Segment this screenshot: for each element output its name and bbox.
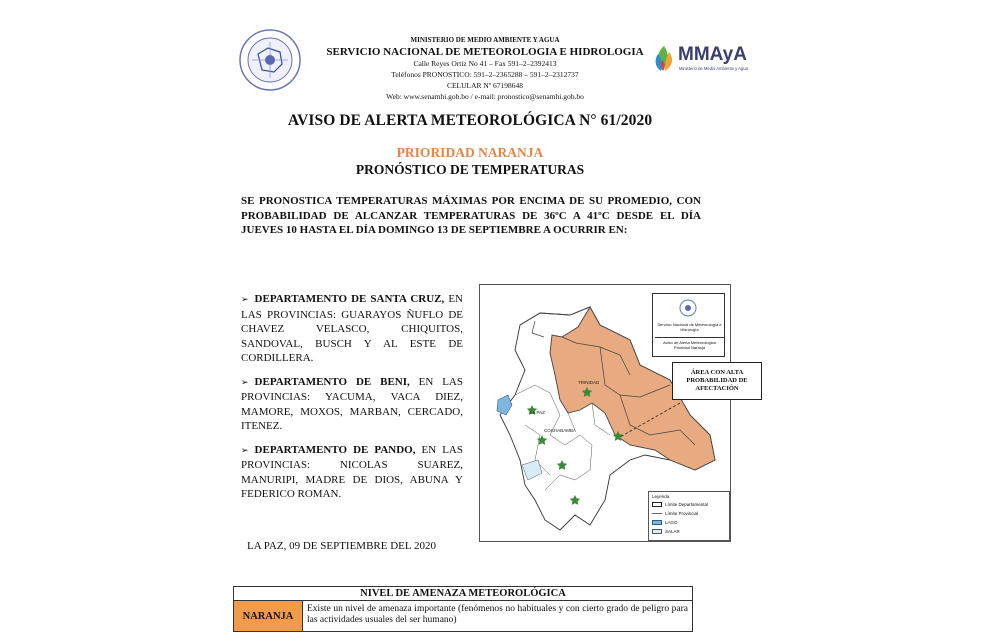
web-line: Web: www.senamhi.gob.bo / e-mail: pronostico@senamhi.gob.bo xyxy=(386,92,584,101)
arrow-bullet-icon: ➢ xyxy=(241,377,249,388)
departments-list xyxy=(241,292,463,511)
department-provinces: EN LAS PROVINCIAS: YACUMA, VACA DIEZ, MAMORE, MOXOS, MARBAN, CERCADO, ITENEZ. xyxy=(241,375,463,432)
mmaya-logo-text: MMAyA xyxy=(678,44,747,65)
threat-level-table xyxy=(233,586,693,632)
phones-line: Teléfonos PRONOSTICO: 591–2–2365288 – 591–2–2312737 xyxy=(391,70,579,79)
threat-table-header: NIVEL DE AMENAZA METEOROLÓGICA xyxy=(234,587,692,601)
legend-title: Leyenda xyxy=(652,494,670,499)
senamhi-seal-icon xyxy=(238,28,302,92)
forecast-subtitle: PRONÓSTICO DE TEMPERATURAS xyxy=(355,162,585,177)
department-item xyxy=(241,375,463,434)
affected-area-callout: ÁREA CON ALTA PROBABILIDAD DE AFECTACIÓN xyxy=(672,362,762,400)
legend-item xyxy=(652,502,708,507)
senamhi-small-logo-icon xyxy=(675,298,701,318)
ministry-name: MINISTERIO DE MEDIO AMBIENTE Y AGUA xyxy=(410,36,560,44)
legend-label: SALAR xyxy=(665,529,680,534)
map-label-lapaz: LA PAZ xyxy=(530,410,545,415)
department-item xyxy=(241,292,463,366)
legend-swatch xyxy=(652,513,662,514)
threat-level-description: Existe un nivel de amenaza importante (fenómenos no habituales y con cierto grado de peligro para las actividades usuales del ser humano) xyxy=(307,604,688,625)
department-item xyxy=(241,443,463,502)
threat-level-label: NARANJA xyxy=(234,601,303,631)
priority-label: PRIORIDAD NARANJA xyxy=(396,145,544,160)
legend-label: LAGO xyxy=(665,520,678,525)
mmaya-logo-subtext: Ministerio de Medio Ambiente y Agua xyxy=(679,66,748,71)
legend-item xyxy=(652,520,678,525)
map-label-cochabamba: COCHABAMBA xyxy=(544,428,577,433)
arrow-bullet-icon: ➢ xyxy=(241,445,249,456)
legend-swatch xyxy=(652,520,662,525)
service-name: SERVICIO NACIONAL DE METEOROLOGIA E HIDROLOGIA xyxy=(326,46,644,58)
inset-title: Servicio Nacional de Meteorología e Hidrología xyxy=(657,322,722,332)
department-name: DEPARTAMENTO DE PANDO, xyxy=(254,443,416,456)
department-provinces: EN LAS PROVINCIAS: GUARAYOS ÑUFLO DE CHAVEZ VELASCO, CHIQUITOS, SANDOVAL, BUSCH Y AL ESTE DE CORDILLERA. xyxy=(241,293,463,364)
forecast-intro-paragraph: SE PRONOSTICA TEMPERATURAS MÁXIMAS POR ENCIMA DE SU PROMEDIO, CON PROBABILIDAD DE ALCANZAR TEMPERATURAS DE 36ºC A 41ºC DESDE EL DÍA JUEVES 10 HASTA EL DÍA DOMINGO 13 DE SEPTIEMBRE A OCURRIR EN: xyxy=(241,195,701,236)
department-name: DEPARTAMENTO DE SANTA CRUZ, xyxy=(254,293,445,305)
department-name: DEPARTAMENTO DE BENI, xyxy=(254,375,410,388)
legend-item xyxy=(652,529,680,534)
map-legend xyxy=(648,491,730,541)
cell-line: CELULAR Nº 67198648 xyxy=(446,81,524,90)
address-line: Calle Reyes Ortiz No 41 – Fax 591–2–2392413 xyxy=(413,59,557,68)
arrow-bullet-icon: ➢ xyxy=(241,295,249,305)
legend-swatch xyxy=(652,502,662,507)
mmaya-logo xyxy=(652,42,765,76)
alert-title: AVISO DE ALERTA METEOROLÓGICA N° 61/2020 xyxy=(287,112,653,129)
legend-item xyxy=(652,511,698,516)
alert-document xyxy=(225,0,765,643)
issue-date: LA PAZ, 09 DE SEPTIEMBRE DEL 2020 xyxy=(247,540,436,552)
inset-subtitle: Aviso de Alerta Meteorológica Prioridad Naranja xyxy=(655,337,724,350)
legend-swatch xyxy=(652,529,662,534)
map-title-inset xyxy=(652,293,725,357)
threat-table-row xyxy=(234,601,692,631)
legend-label: Límite Provincial xyxy=(665,511,699,516)
department-provinces: EN LAS PROVINCIAS: NICOLAS SUAREZ, MANURIPI, MADRE DE DIOS, ABUNA Y FEDERICO ROMAN. xyxy=(241,443,463,500)
header-text-block xyxy=(315,35,655,102)
legend-label: Límite Departamental xyxy=(665,502,709,507)
bolivia-alert-map xyxy=(479,284,748,542)
map-label-trinidad: TRINIDAD xyxy=(578,380,600,385)
